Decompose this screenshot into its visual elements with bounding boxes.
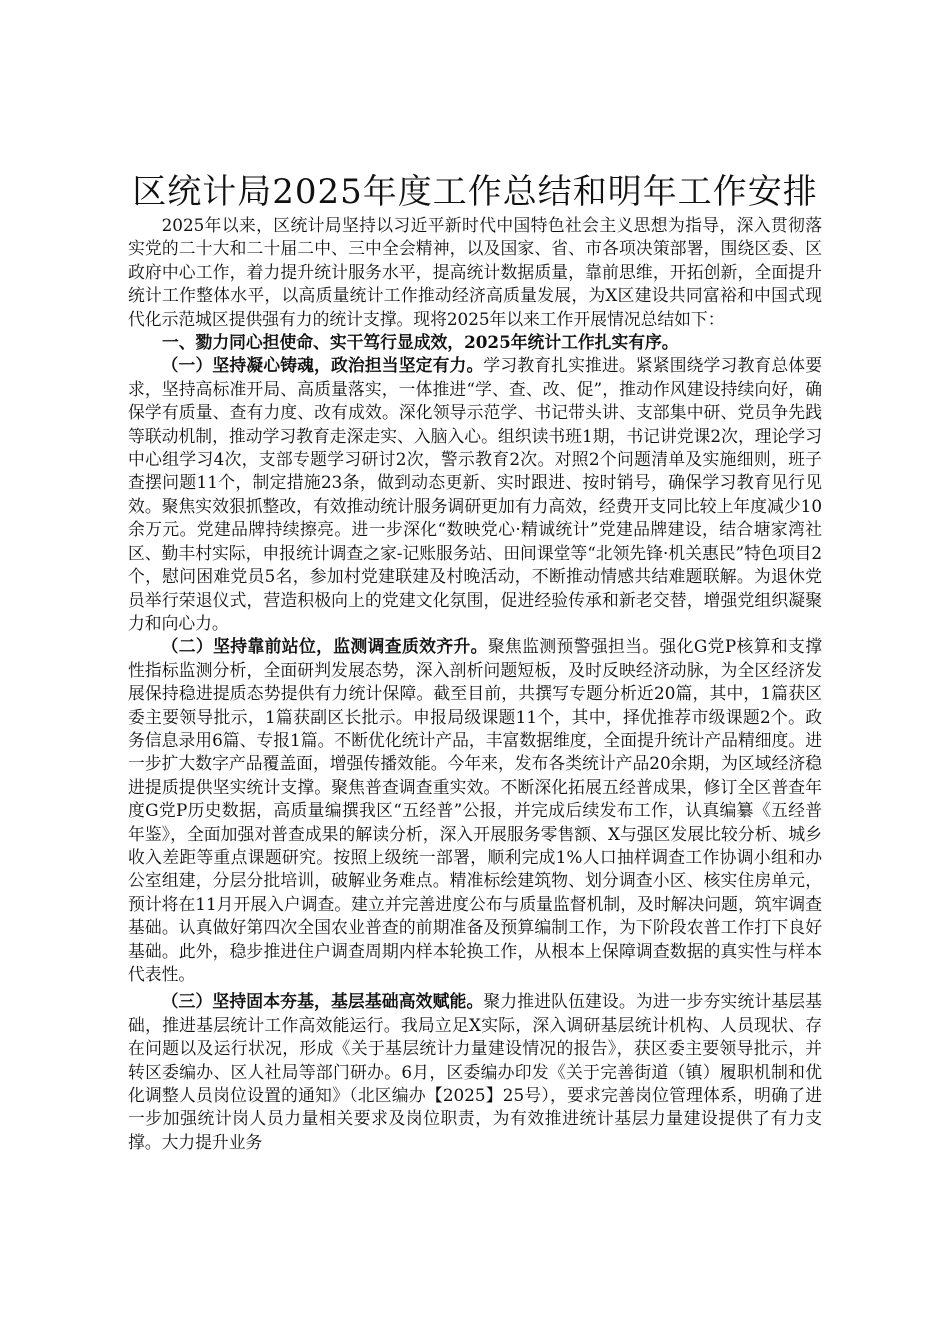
- subsection-1-paragraph: [128, 354, 822, 635]
- section-1-heading: 一、勠力同心担使命、实干笃行显成效，2025年统计工作扎实有序。: [162, 332, 679, 353]
- subsection-3-body: 聚力推进队伍建设。为进一步夯实统计基层基础，推进基层统计工作高效能运行。我局立足X实际，深入调研基层统计机构、人员现状、存在问题以及运行状况，形成《关于基层统计力量建设情况的报告》，获区委主要领导批示，并转区委编办、区人社局等部门研办。6月，区委编办印发《关于完善街道（镇）履职机制和优化调整人员岗位设置的通知》（北区编办【2025】25号），要求完善岗位管理体系，明确了进一步加强统计岗人员力量相关要求及岗位职责，为有效推进统计基层力量建设提供了有力支撑。大力提升业务: [128, 991, 822, 1152]
- document-title: 区统计局2025年度工作总结和明年工作安排: [132, 172, 818, 212]
- document-page: [128, 170, 822, 1154]
- intro-paragraph: 2025年以来，区统计局坚持以习近平新时代中国特色社会主义思想为指导，深入贯彻落实党的二十大和二十届二中、三中全会精神，以及国家、省、市各项决策部署，围绕区委、区政府中心工作，着力提升统计服务水平，提高统计数据质量，靠前思维，开拓创新，全面提升统计工作整体水平，以高质量统计工作推动经济高质量发展，为X区建设共同富裕和中国式现代化示范城区提供强有力的统计支撑。现将2025年以来工作开展情况总结如下：: [128, 215, 822, 329]
- subsection-3-paragraph: [128, 990, 822, 1154]
- subsection-2-heading: （二）坚持靠前站位，监测调查质效齐升。: [161, 636, 488, 657]
- subsection-2-body: 聚焦监测预警强担当。强化G党P核算和支撑性指标监测分析，全面研判发展态势，深入剖析问题短板，及时反映经济动脉，为全区经济发展保持稳进提质态势提供有力统计保障。截至目前，共撰写专题分析近20篇，其中，1篇获区委主要领导批示，1篇获副区长批示。申报局级课题11个，其中，择优推荐市级课题2个。政务信息录用6篇、专报1篇。不断优化统计产品，丰富数据维度，全面提升统计产品精细度。进一步扩大数字产品覆盖面，增强传播效能。今年来，发布各类统计产品20余期，为区域经济稳进提质提供坚实统计支撑。聚焦普查调查重实效。不断深化拓展五经普成果，修订全区普查年度G党P历史数据，高质量编撰我区“五经普”公报，并完成后续发布工作，认真编纂《五经普年鉴》，全面加强对普查成果的解读分析，深入开展服务零售额、X与强区发展比较分析、城乡收入差距等重点课题研究。按照上级统一部署，顺利完成1%人口抽样调查工作协调小组和办公室组建，分层分批培训，破解业务难点。精准标绘建筑物、划分调查小区、核实住房单元，预计将在11月开展入户调查。建立并完善进度公布与质量监督机制，及时解决问题，筑牢调查基础。认真做好第四次全国农业普查的前期准备及预算编制工作，为下阶段农普工作打下良好基础。此外，稳步推进住户调查周期内样本轮换工作，从根本上保障调查数据的真实性与样本代表性。: [128, 636, 822, 984]
- subsection-1-body: 学习教育扎实推进。紧紧围绕学习教育总体要求，坚持高标准开局、高质量落实，一体推进“学、查、改、促”，推动作风建设持续向好，确保学有质量、查有力度、改有成效。深化领导示范学、书记带头讲、支部集中研、党员争先践等联动机制，推动学习教育走深走实、入脑入心。组织读书班1期，书记讲党课2次，理论学习中心组学习4次，支部专题学习研讨2次，警示教育2次。对照2个问题清单及实施细则，班子查摆问题11个，制定措施23条，做到动态更新、实时跟进、按时销号，确保学习教育见行见效。聚焦实效狠抓整改，有效推动统计服务调研更加有力高效，经费开支同比较上年度减少10余万元。党建品牌持续擦亮。进一步深化“数映党心·精诚统计”党建品牌建设，结合塘家湾社区、勤丰村实际，申报统计调查之家-记账服务站、田间课堂等“北领先锋·机关惠民”特色项目2个，慰问困难党员5名，参加村党建联建及村晚活动，不断推动情感共结难题联解。为退休党员举行荣退仪式，营造积极向上的党建文化氛围，促进经验传承和新老交替，增强党组织凝聚力和向心力。: [128, 355, 822, 633]
- subsection-1-heading: （一）坚持凝心铸魂，政治担当坚定有力。: [161, 355, 484, 376]
- subsection-3-heading: （三）坚持固本夯基，基层基础高效赋能。: [161, 991, 484, 1012]
- subsection-2-paragraph: [128, 635, 822, 986]
